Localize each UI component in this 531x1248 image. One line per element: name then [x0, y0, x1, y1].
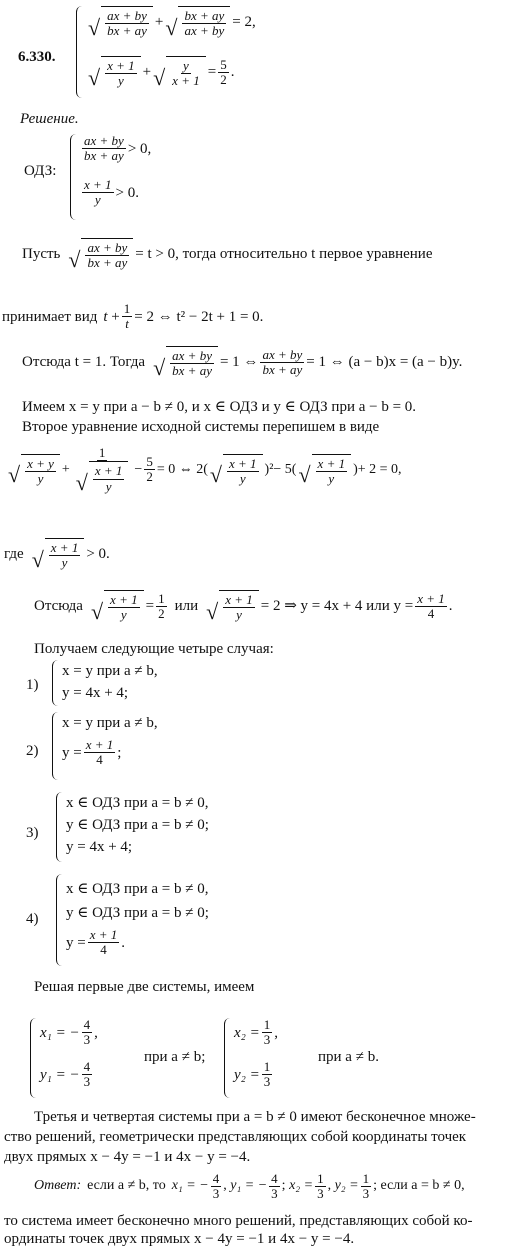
we-have-line: Имеем x = y при a − b ≠ 0, и x ∈ ОДЗ и y ∈ ОДЗ при a − b = 0.	[22, 399, 417, 415]
equation-2: √ $\frac{x + 1}{y}$ + √ $\frac{y}{x + 1}$ = $\frac{5}{2}$ .	[88, 56, 235, 90]
let-line: Пусть √ $\frac{ax + by}{bx + ay}$ = t > 0, тогда относительно t первое уравнение	[22, 240, 433, 272]
case-2-label: 2)	[26, 743, 39, 759]
problem-system	[76, 6, 276, 98]
four-cases-line: Получаем следующие четыре случая:	[34, 641, 274, 657]
result-cond-1: при a ≠ b;	[144, 1049, 206, 1065]
hence2-line: Отсюда √ $\frac{x + 1}{y}$ = $\frac{1}{2}$ или √ $\frac{x + 1}{y}$ = 2 ⇒ y = 4x + 4 или y = $\frac{x + 1}{4}$ .	[34, 590, 453, 624]
answer-line-4: ординаты точек двух прямых x − 4y = −1 и 4x − y = −4.	[4, 1231, 355, 1247]
rewrite-line: Второе уравнение исходной системы перепишем в виде	[22, 419, 380, 435]
case-1-label: 1)	[26, 677, 39, 693]
problem-number: 6.330.	[18, 49, 56, 65]
case-3-label: 3)	[26, 825, 39, 841]
third-fourth-2: ство решений, геометрически представляющих собой координаты точек	[4, 1129, 467, 1145]
case-2-system: x = y при a ≠ b, y = $\frac{x + 1}{4}$ ;	[52, 712, 212, 780]
answer-line: Ответ: если a ≠ b, то x₁ = − $\frac{4}{3}$ , y₁ = − $\frac{4}{3}$ ; x₂ = $\frac{1}{3}$ , y₂ = $\frac{1}{3}$ ; если a = b ≠ 0,	[34, 1171, 465, 1202]
case-4-label: 4)	[26, 911, 39, 927]
odz-system: $\frac{ax + by}{bx + ay}$ > 0, $\frac{x + 1}{y}$ > 0.	[70, 134, 210, 220]
takes-form-line: принимает вид t + $\frac{1}{t}$ = 2 ⇔ t² − 2t + 1 = 0.	[2, 301, 264, 332]
case-4-system: x ∈ ОДЗ при a = b ≠ 0, y ∈ ОДЗ при a = b ≠ 0; y = $\frac{x + 1}{4}$ .	[56, 874, 256, 966]
answer-line-3: то система имеет бесконечно много решений, представляющих собой ко-	[4, 1213, 473, 1229]
brace	[76, 6, 85, 98]
rewrite-equation: √ $\frac{x + y}{y}$ + 1 √ $\frac{x + 1}{y}$ − $\frac{5}{2}$ = 0 ⇔ 2 ( √ $\frac{x + 1}{y}$ )² − 5 ( √ $\frac{x + 1}{y}$ ) + 2 = 0,	[8, 445, 402, 495]
case-3-system: x ∈ ОДЗ при a = b ≠ 0, y ∈ ОДЗ при a = b ≠ 0; y = 4x + 4;	[56, 792, 256, 862]
odz-label: ОДЗ:	[24, 163, 57, 179]
result-system-2: x₂ = $\frac{1}{3}$ , y₂ = $\frac{1}{3}$	[224, 1018, 324, 1098]
third-fourth-1: Третья и четвертая системы при a = b ≠ 0 имеют бесконечное множе-	[34, 1109, 476, 1125]
where-line: где √ $\frac{x + 1}{y}$ > 0.	[4, 540, 110, 572]
case-1-system: x = y при a ≠ b, y = 4x + 4;	[52, 660, 212, 706]
equation-1: √ $\frac{ax + by}{bx + ay}$ + √ $\frac{bx + ay}{ax + by}$ = 2,	[88, 8, 256, 40]
result-system-1: x₁ = − $\frac{4}{3}$ , y₁ = − $\frac{4}{3}$	[30, 1018, 170, 1098]
hence-t-line: Отсюда t = 1. Тогда √ $\frac{ax + by}{bx + ay}$ = 1 ⇔ $\frac{ax + by}{bx + ay}$ = 1 ⇔ (a − b)x = (a − b)y.	[22, 346, 463, 380]
solving-line: Решая первые две системы, имеем	[34, 979, 255, 995]
result-cond-2: при a ≠ b.	[318, 1049, 379, 1065]
solution-label: Решение.	[20, 111, 79, 127]
third-fourth-3: двух прямых x − 4y = −1 и 4x − y = −4.	[4, 1149, 251, 1165]
